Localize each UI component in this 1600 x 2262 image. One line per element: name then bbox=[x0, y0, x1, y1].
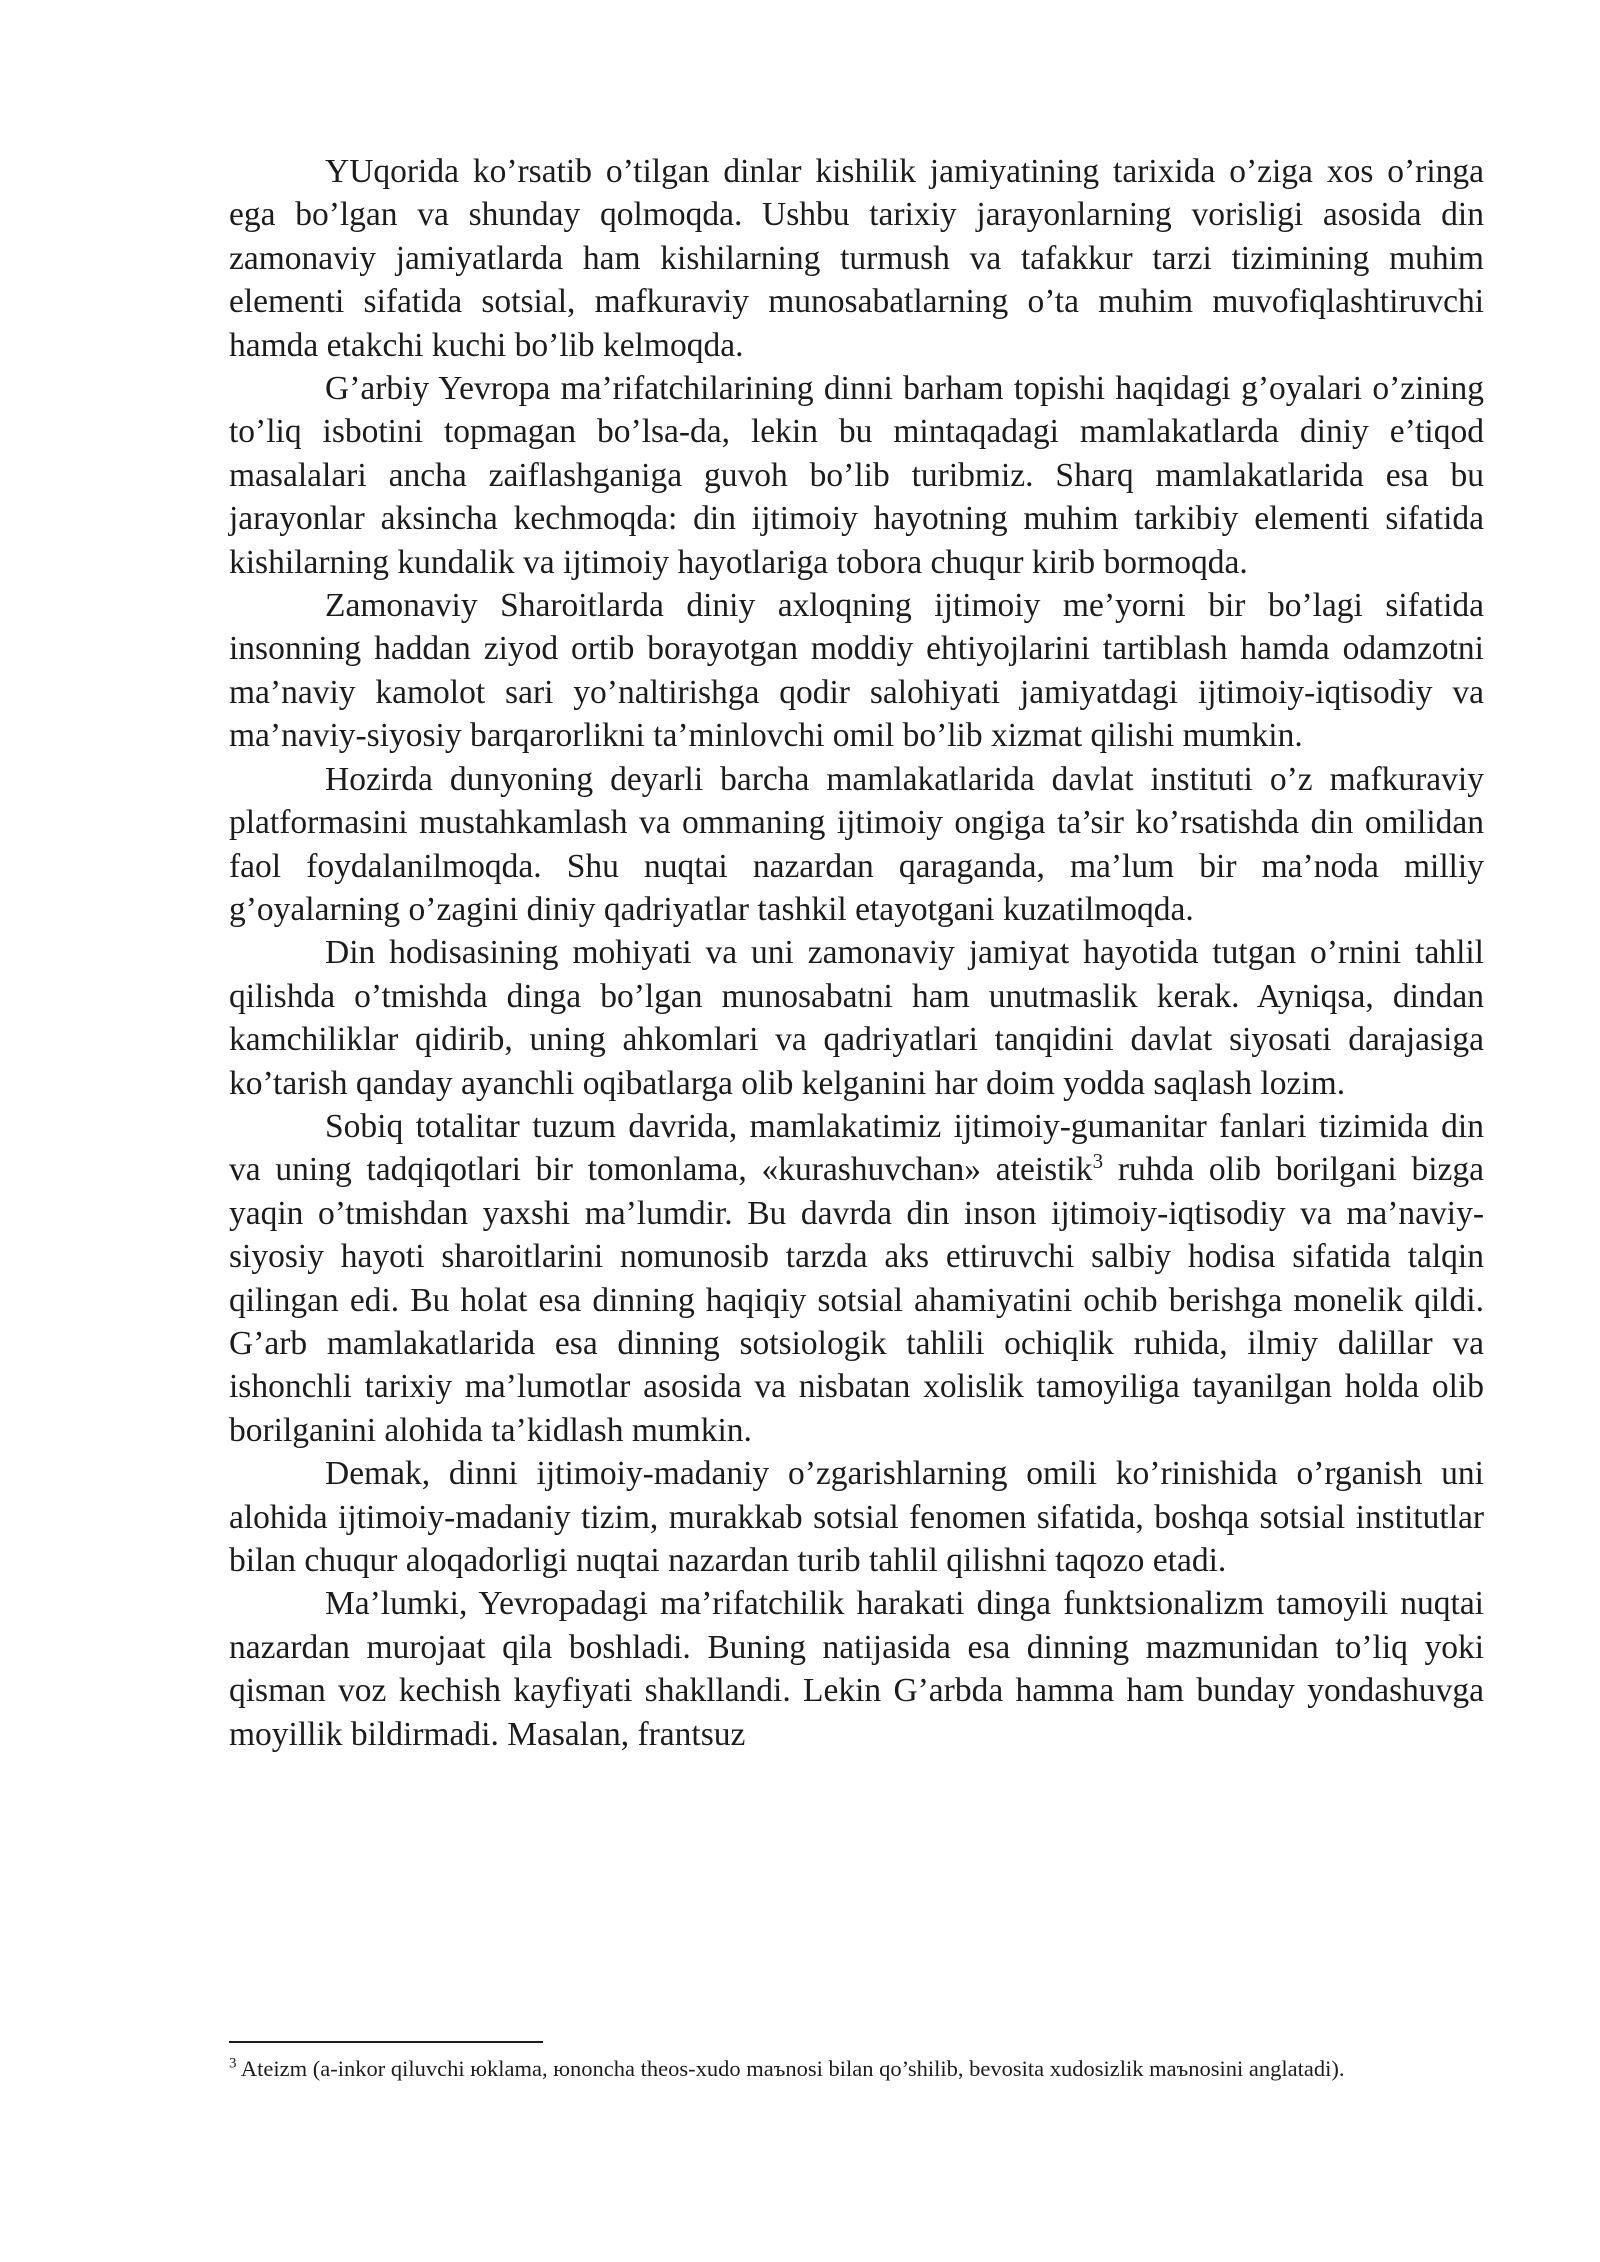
footnote-text: Ateizm (a-inkor qiluvchi юklama, юnoncha theos-xudo maъnosi bilan qo’shilib, bevosita xudosizlik maъnosini anglatadi). bbox=[236, 2056, 1345, 2081]
footnotes-section bbox=[229, 2054, 1484, 2083]
footnote-3 bbox=[229, 2054, 1484, 2083]
paragraph-8: Ma’lumki, Yevropadagi ma’rifatchilik harakati dinga funktsionalizm tamoyili nuqtai nazardan murojaat qila boshladi. Buning natijasida esa dinning mazmunidan to’liq yoki qisman voz kechish kayfiyati shakllandi. Lekin G’arbda hamma ham bunday yondashuvga moyillik bildirmadi. Masalan, frantsuz bbox=[229, 1585, 1484, 1753]
paragraph-6-text-after: ruhda olib borilgani bizga yaqin o’tmishdan yaxshi ma’lumdir. Bu davrda din inson ijtimoiy-iqtisodiy va ma’naviy-siyosiy hayoti sharoitlarini nomunosib tarzda aks ettiruvchi salbiy hodisa sifatida talqin qilingan edi. Bu holat esa dinning haqiqiy sotsial ahamiyatini ochib berishga monelik qildi. G’arb mamlakatlarida esa dinning sotsiologik tahlili ochiqlik ruhida, ilmiy dalillar va ishonchli tarixiy ma’lumotlar asosida va nisbatan xolislik tamoyiliga tayanilgan holda olib borilganini alohida ta’kidlash mumkin. bbox=[229, 1151, 1485, 1449]
footnote-reference[interactable]: 3 bbox=[1092, 1149, 1104, 1174]
paragraph-2: G’arbiy Yevropa ma’rifatchilarining dinni barham topishi haqidagi g’oyalari o’zining to’liq isbotini topmagan bo’lsa-da, lekin bu mintaqadagi mamlakatlarda diniy e’tiqod masalalari ancha zaiflashganiga guvoh bo’lib turibmiz. Sharq mamlakatlarida esa bu jarayonlar aksincha kechmoqda: din ijtimoiy hayotning muhim tarkibiy elementi sifatida kishilarning kundalik va ijtimoiy hayotlariga tobora chuqur kirib bormoqda. bbox=[229, 370, 1484, 581]
paragraph-1: YUqorida ko’rsatib o’tilgan dinlar kishilik jamiyatining tarixida o’ziga xos o’ringa ega bo’lgan va shunday qolmoqda. Ushbu tarixiy jarayonlarning vorisligi asosida din zamonaviy jamiyatlarda ham kishilarning turmush va tafakkur tarzi tizimining muhim elementi sifatida sotsial, mafkuraviy munosabatlarning o’ta muhim muvofiqlashtiruvchi hamda etakchi kuchi bo’lib kelmoqda. bbox=[229, 153, 1484, 364]
paragraph-5: Din hodisasining mohiyati va uni zamonaviy jamiyat hayotida tutgan o’rnini tahlil qilishda o’tmishda dinga bo’lgan munosabatni ham unutmaslik kerak. Ayniqsa, dindan kamchiliklar qidirib, uning ahkomlari va qadriyatlari tanqidini davlat siyosati darajasiga ko’tarish qanday ayanchli oqibatlarga olib kelganini har doim yodda saqlash lozim. bbox=[229, 934, 1484, 1102]
footnote-separator bbox=[229, 2041, 543, 2043]
document-body bbox=[229, 150, 1484, 1756]
paragraph-7: Demak, dinni ijtimoiy-madaniy o’zgarishlarning omili ko’rinishida o’rganish uni alohida ijtimoiy-madaniy tizim, murakkab sotsial fenomen sifatida, boshqa sotsial institutlar bilan chuqur aloqadorligi nuqtai nazardan turib tahlil qilishni taqozo etadi. bbox=[229, 1455, 1484, 1579]
paragraph-4: Hozirda dunyoning deyarli barcha mamlakatlarida davlat instituti o’z mafkuraviy platformasini mustahkamlash va ommaning ijtimoiy ongiga ta’sir ko’rsatishda din omilidan faol foydalanilmoqda. Shu nuqtai nazardan qaraganda, ma’lum bir ma’noda milliy g’oyalarning o’zagini diniy qadriyatlar tashkil etayotgani kuzatilmoqda. bbox=[229, 760, 1484, 928]
footnote-marker: 3 bbox=[229, 2055, 237, 2072]
paragraph-3: Zamonaviy Sharoitlarda diniy axloqning ijtimoiy me’yorni bir bo’lagi sifatida insonning haddan ziyod ortib borayotgan moddiy ehtiyojlarini tartiblash hamda odamzotni ma’naviy kamolot sari yo’naltirishga qodir salohiyati jamiyatdagi ijtimoiy-iqtisodiy va ma’naviy-siyosiy barqarorlikni ta’minlovchi omil bo’lib xizmat qilishi mumkin. bbox=[229, 587, 1484, 755]
paragraph-6 bbox=[229, 1105, 1484, 1452]
paragraph-6-text-before: Sobiq totalitar tuzum davrida, mamlakatimiz ijtimoiy-gumanitar fanlari tizimida din va uning tadqiqotlari bir tomonlama, «kurashuvchan» ateistik bbox=[229, 1107, 1484, 1189]
